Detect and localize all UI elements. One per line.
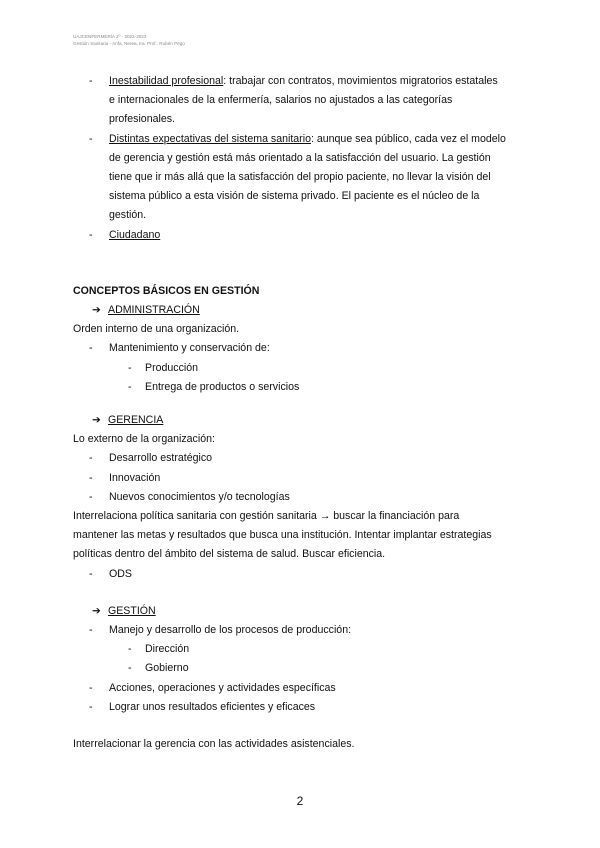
item-title: Distintas expectativas del sistema sanitario <box>109 132 311 145</box>
list-item <box>73 339 528 358</box>
dash-bullet: - <box>128 380 132 393</box>
list-item <box>73 621 528 640</box>
sub-list-item <box>73 378 528 397</box>
list-item <box>73 226 528 245</box>
dash-bullet: - <box>89 228 93 241</box>
item-text: Innovación <box>109 471 161 484</box>
list-item <box>73 565 528 584</box>
list-item <box>73 130 528 226</box>
section-title: CONCEPTOS BÁSICOS EN GESTIÓN <box>73 284 260 297</box>
item-text: e internacionales de la enfermería, salarios no ajustados a las categorías <box>109 94 453 107</box>
item-text: Nuevos conocimientos y/o tecnologías <box>109 490 290 503</box>
subsection-title: GESTIÓN <box>108 604 156 617</box>
header-line-2: Gestión Sanitaria - Anfa, Nerea, Ira. Prof.: Rubén Pego <box>73 41 185 46</box>
dash-bullet: - <box>89 624 93 637</box>
header-line-1: UAJCENFERMERÍA 2º - 2022-2023 <box>73 34 147 39</box>
sub-list-item <box>73 359 528 378</box>
subsection-heading <box>73 602 528 621</box>
page-number: 2 <box>296 794 304 808</box>
paragraph-line: Interrelaciona política sanitaria con gestión sanitaria → buscar la financiación para <box>73 510 460 523</box>
item-text: ODS <box>109 567 132 580</box>
list-item <box>73 679 528 698</box>
subsection-title: ADMINISTRACIÓN <box>108 304 200 317</box>
item-text: tiene que ir más allá que la satisfacción del propio paciente, no llevar la visión del <box>109 171 491 184</box>
item-text: Entrega de productos o servicios <box>145 380 300 393</box>
paragraph <box>73 507 528 565</box>
list-item <box>73 488 528 507</box>
list-item <box>73 72 528 130</box>
dash-bullet: - <box>89 132 93 145</box>
item-text: Dirección <box>145 643 190 656</box>
item-text: Desarrollo estratégico <box>109 452 213 465</box>
item-text: Manejo y desarrollo de los procesos de producción: <box>109 624 352 637</box>
dash-bullet: - <box>89 700 93 713</box>
arrow-icon: ➔ <box>92 414 101 427</box>
sub-list-item <box>73 640 528 659</box>
dash-bullet: - <box>128 662 132 675</box>
paragraph: Orden interno de una organización. <box>73 323 240 336</box>
list-item-text <box>109 130 506 226</box>
list-item <box>73 698 528 717</box>
dash-bullet: - <box>89 471 93 484</box>
item-text: Producción <box>145 361 198 374</box>
dash-bullet: - <box>128 643 132 656</box>
dash-bullet: - <box>89 681 93 694</box>
subsection-heading <box>73 301 528 320</box>
subsection-title: GERENCIA <box>108 414 164 427</box>
item-text: Gobierno <box>145 662 189 675</box>
item-text: gestión. <box>109 209 147 222</box>
arrow-icon: ➔ <box>92 304 101 317</box>
list-item <box>73 469 528 488</box>
list-item-text <box>109 72 498 130</box>
dash-bullet: - <box>89 490 93 503</box>
dash-bullet: - <box>128 361 132 374</box>
paragraph: Lo externo de la organización: <box>73 433 215 446</box>
dash-bullet: - <box>89 75 93 87</box>
item-text: sistema público a esta visión de sistema privado. El paciente es el núcleo de la <box>109 190 480 203</box>
page-header <box>73 33 185 47</box>
item-title: Ciudadano <box>109 228 161 241</box>
list-item <box>73 449 528 468</box>
dash-bullet: - <box>89 567 93 580</box>
arrow-icon: ➔ <box>92 604 101 617</box>
item-text: Lograr unos resultados eficientes y eficaces <box>109 700 316 713</box>
sub-list-item <box>73 659 528 678</box>
dash-bullet: - <box>89 342 93 355</box>
item-title: Inestabilidad profesional <box>109 75 224 87</box>
item-text: : aunque sea público, cada vez el modelo <box>310 132 506 145</box>
item-text: Mantenimiento y conservación de: <box>109 342 270 355</box>
item-text: : trabajar con contratos, movimientos migratorios estatales <box>223 75 498 87</box>
item-text: Acciones, operaciones y actividades específicas <box>109 681 336 694</box>
document-body <box>73 72 528 754</box>
item-text: de gerencia y gestión está más orientado a la satisfacción del usuario. La gestión <box>109 151 491 164</box>
dash-bullet: - <box>89 452 93 465</box>
paragraph-line: políticas dentro del ámbito del sistema de salud. Buscar eficiencia. <box>73 548 386 561</box>
subsection-heading <box>73 411 528 430</box>
item-text: profesionales. <box>109 113 175 126</box>
paragraph-line: mantener las metas y resultados que busca una institución. Intentar implantar estrategias <box>73 529 492 542</box>
closing-paragraph: Interrelacionar la gerencia con las actividades asistenciales. <box>73 738 355 751</box>
